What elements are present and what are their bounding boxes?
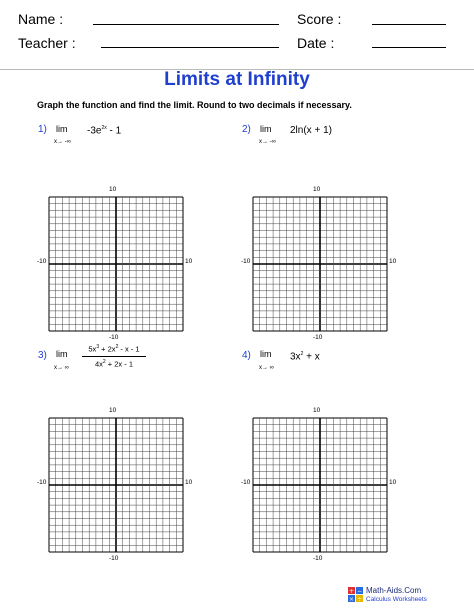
problem-3-lim: lim [56,349,68,359]
axis-label-top: 10 [313,407,321,414]
axis-label-bottom: -10 [109,334,119,341]
problem-1-expression: $-3e^{2x} - 1$ [87,125,122,137]
axis-label-left: -10 [241,258,251,265]
problem-3-denominator: $4x^2 + 2x - 1$ [94,358,133,368]
logo-site: Math-Aids.Com [366,586,422,595]
date-line[interactable] [372,47,446,48]
problem-2-lim: lim [260,124,272,134]
problem-3-number: 3) [38,350,47,361]
axis-label-left: -10 [37,258,47,265]
problem-2-expression: 2ln(x + 1) [290,125,332,136]
logo-subtitle: Calculus Worksheets [366,596,427,603]
problem-4-lim: lim [260,349,272,359]
svg-text:−: − [356,588,363,595]
problem-4-number: 4) [242,350,251,361]
axis-label-top: 10 [313,186,321,193]
date-label: Date : [297,35,335,51]
problem-4-approach: x→ ∞ [259,365,274,371]
axis-label-bottom: -10 [313,334,323,341]
axis-label-right: 10 [185,479,193,486]
instructions: Graph the function and find the limit. Round to two decimals if necessary. [37,100,352,110]
problem-2-number: 2) [242,124,251,135]
problem-1-number: 1) [38,124,47,135]
fraction-bar [82,356,146,357]
name-line[interactable] [93,24,279,25]
svg-text:÷: ÷ [356,596,363,602]
axis-label-bottom: -10 [313,555,323,562]
axis-label-left: -10 [37,479,47,486]
teacher-label: Teacher : [18,35,76,51]
problem-1-graph[interactable] [48,196,184,332]
score-line[interactable] [372,24,446,25]
axis-label-right: 10 [389,479,397,486]
problem-4-expression: $3x^2 + x$ [290,351,320,363]
problem-2-graph[interactable] [252,196,388,332]
problem-3-numerator: $5x^3 + 2x^2 - x - 1$ [88,344,140,354]
problem-3-fraction [82,344,146,368]
svg-text:×: × [348,596,355,602]
problem-3-approach: x→ ∞ [54,365,69,371]
math-aids-logo-icon [348,587,363,602]
teacher-line[interactable] [101,47,279,48]
axis-label-left: -10 [241,479,251,486]
problem-1-approach: x→ -∞ [54,139,71,145]
axis-label-bottom: -10 [109,555,119,562]
axis-label-right: 10 [185,258,193,265]
axis-label-right: 10 [389,258,397,265]
problem-3-graph[interactable] [48,417,184,553]
problem-4-graph[interactable] [252,417,388,553]
axis-label-top: 10 [109,407,117,414]
page-title: Limits at Infinity [164,69,310,90]
axis-label-top: 10 [109,186,117,193]
score-label: Score : [297,11,342,27]
svg-text:+: + [348,588,355,595]
name-label: Name : [18,11,64,27]
problem-1-lim: lim [56,124,68,134]
problem-2-approach: x→ -∞ [259,139,276,145]
